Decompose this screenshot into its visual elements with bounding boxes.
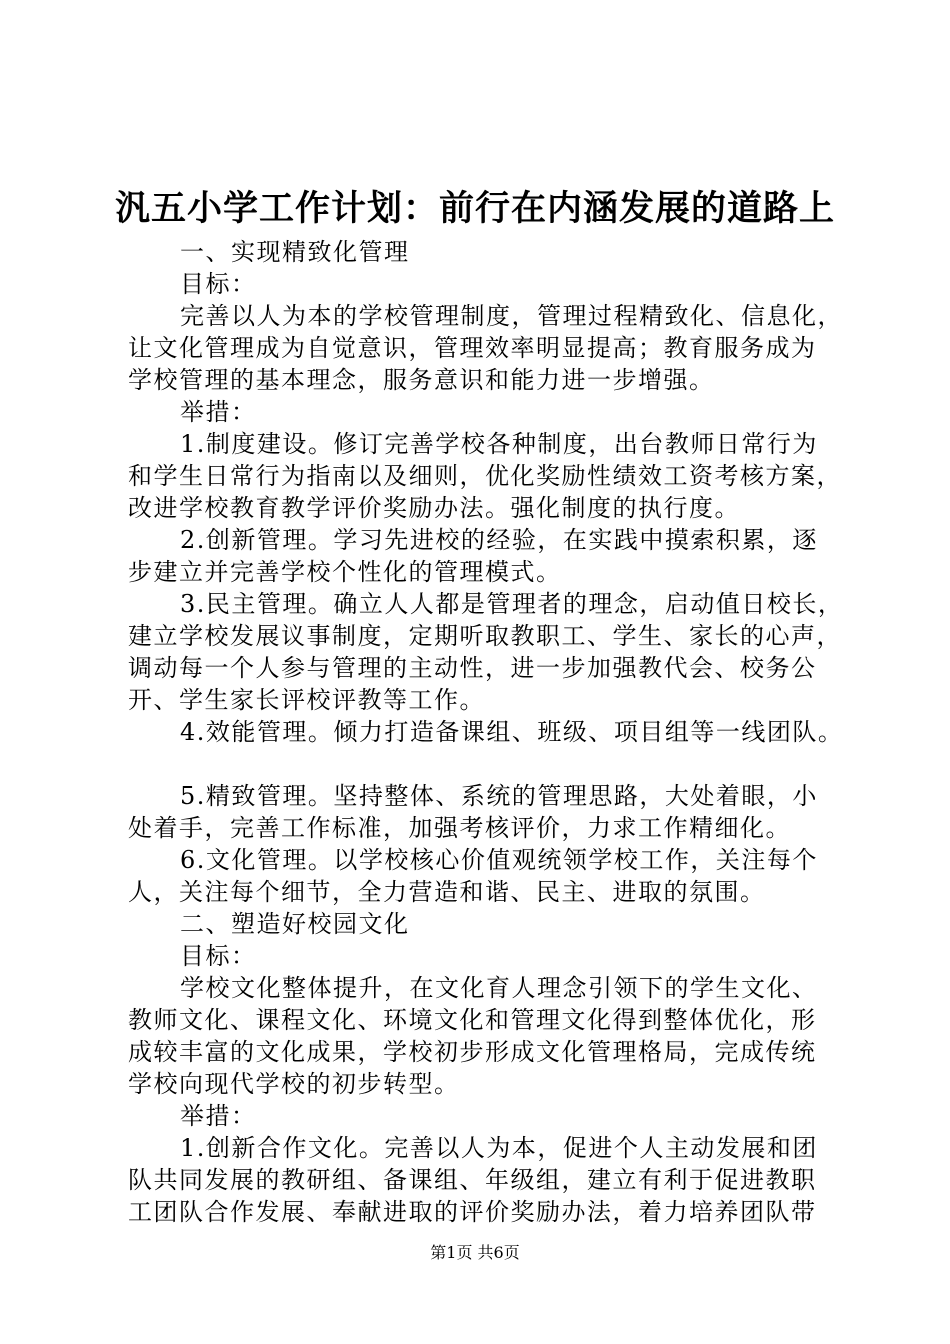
text-line: 学校文化整体提升，在文化育人理念引领下的学生文化、: [180, 974, 818, 1002]
document-title: 汎五小学工作计划：前行在内涵发展的道路上: [114, 188, 835, 229]
text-line: 举措：: [180, 1102, 257, 1130]
text-line: 学校向现代学校的初步转型。: [128, 1070, 460, 1098]
text-line: 二、塑造好校园文化: [180, 910, 410, 938]
text-line: 处着手，完善工作标准，加强考核评价，力求工作精细化。: [128, 814, 791, 842]
text-line: 步建立并完善学校个性化的管理模式。: [128, 558, 562, 586]
text-line: 6.文化管理。以学校核心价值观统领学校工作，关注每个: [180, 846, 818, 874]
page-footer: 第1页 共6页: [430, 1243, 520, 1262]
text-line: 人，关注每个细节，全力营造和谐、民主、进取的氛围。: [128, 878, 766, 906]
text-line: 教师文化、课程文化、环境文化和管理文化得到整体优化，形: [128, 1006, 817, 1034]
text-line: 目标：: [180, 942, 257, 970]
blank-line: [128, 748, 834, 780]
text-line: 改进学校教育教学评价奖励办法。强化制度的执行度。: [128, 494, 740, 522]
document-body: [128, 236, 844, 1228]
text-line: 队共同发展的教研组、备课组、年级组，建立有利于促进教职: [128, 1166, 817, 1194]
text-line: 3.民主管理。确立人人都是管理者的理念，启动值日校长，: [180, 590, 844, 618]
text-line: 1.创新合作文化。完善以人为本，促进个人主动发展和团: [180, 1134, 818, 1162]
text-line: 目标：: [180, 270, 257, 298]
text-line: 和学生日常行为指南以及细则，优化奖励性绩效工资考核方案，: [128, 462, 842, 490]
text-line: 举措：: [180, 398, 257, 426]
text-line: 让文化管理成为自觉意识，管理效率明显提高；教育服务成为: [128, 334, 817, 362]
text-line: 学校管理的基本理念，服务意识和能力进一步增强。: [128, 366, 715, 394]
text-line: 4.效能管理。倾力打造备课组、班级、项目组等一线团队。: [180, 718, 844, 746]
text-line: 工团队合作发展、奉献进取的评价奖励办法，着力培养团队带: [128, 1198, 817, 1226]
text-line: 成较丰富的文化成果，学校初步形成文化管理格局，完成传统: [128, 1038, 817, 1066]
text-line: 1.制度建设。修订完善学校各种制度，出台教师日常行为: [180, 430, 818, 458]
text-line: 建立学校发展议事制度，定期听取教职工、学生、家长的心声，: [128, 622, 842, 650]
text-line: 5.精致管理。坚持整体、系统的管理思路，大处着眼，小: [180, 782, 818, 810]
text-line: 完善以人为本的学校管理制度，管理过程精致化、信息化，: [180, 302, 843, 330]
text-line: 调动每一个人参与管理的主动性，进一步加强教代会、校务公: [128, 654, 817, 682]
text-line: 开、学生家长评校评教等工作。: [128, 686, 485, 714]
text-line: 2.创新管理。学习先进校的经验，在实践中摸索积累，逐: [180, 526, 818, 554]
text-line: 一、实现精致化管理: [180, 238, 410, 266]
